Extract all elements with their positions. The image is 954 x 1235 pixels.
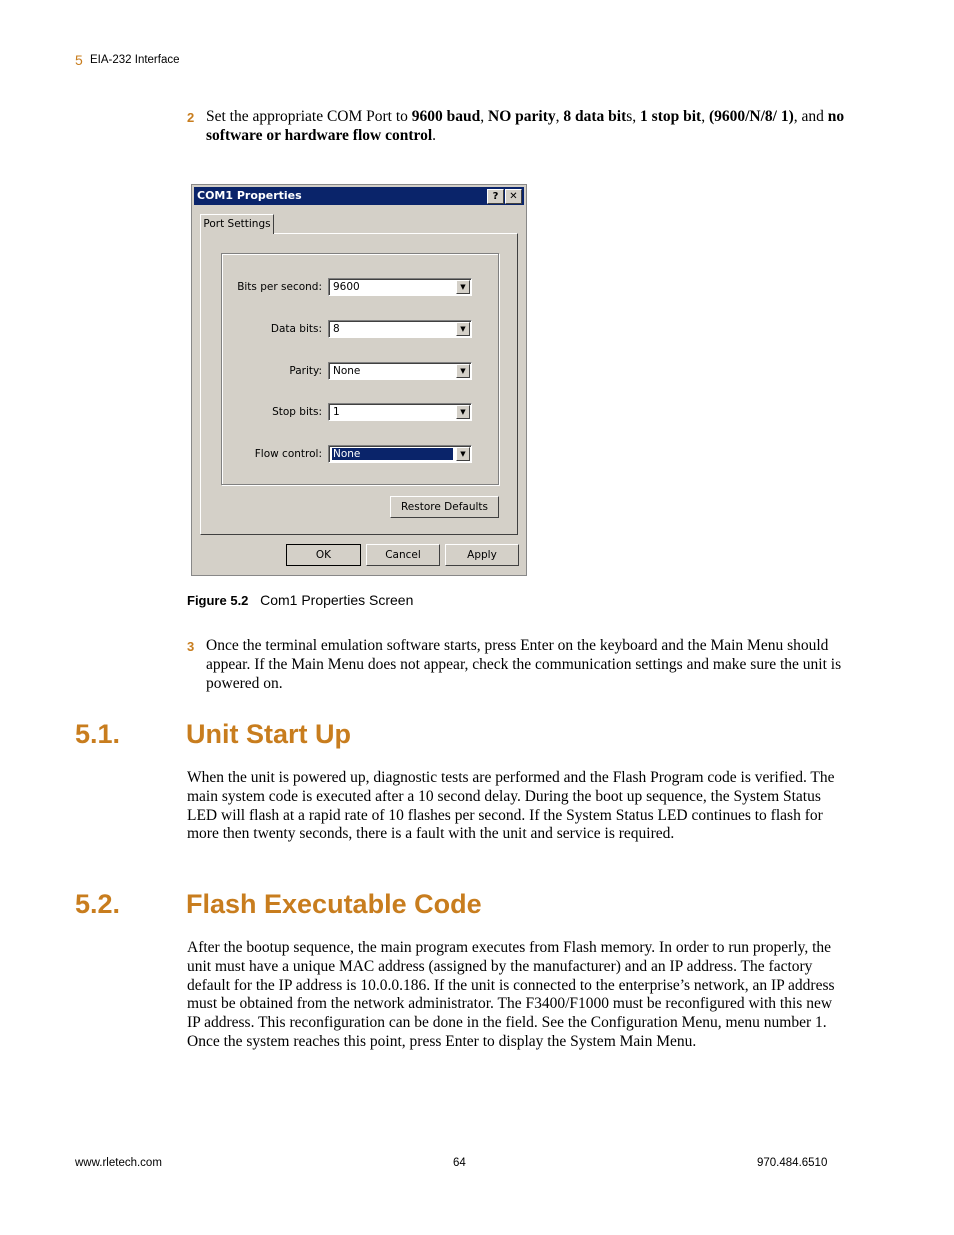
- step-2-run: 1 stop bit: [640, 108, 702, 125]
- section-title: Flash Executable Code: [186, 889, 482, 919]
- step-number: 3: [187, 639, 195, 654]
- dropdown-arrow-icon[interactable]: ▼: [456, 364, 470, 378]
- footer-url: www.rletech.com: [75, 1157, 162, 1169]
- figure-caption: [187, 592, 413, 608]
- tab-port-settings[interactable]: Port Settings: [200, 214, 274, 234]
- tab-panel: [200, 233, 518, 535]
- dropdown-arrow-icon[interactable]: ▼: [456, 447, 470, 461]
- ok-button[interactable]: OK: [286, 544, 361, 566]
- data-bits-value: 8: [333, 323, 340, 335]
- section-body: When the unit is powered up, diagnostic tests are performed and the Flash Program code is verified. The main system code is executed after a 10 second delay. During the boot up sequence, the System Status LED will flash at a rapid rate of 10 flashes per second. If the System Status LED continues to flash for more then twenty seconds, there is a fault with the unit and service is required.: [187, 769, 835, 843]
- stop-bits-label: Stop bits:: [272, 406, 322, 418]
- bits-per-second-value: 9600: [333, 281, 360, 293]
- data-bits-label: Data bits:: [270, 323, 322, 335]
- step-2-run: Set the appropriate COM Port to: [206, 108, 412, 125]
- stop-bits-value: 1: [333, 406, 340, 418]
- step-2-run: 8 data bit: [563, 108, 627, 125]
- step-number: 2: [187, 110, 195, 125]
- step-2-run: , and: [793, 108, 828, 125]
- chapter-title: EIA-232 Interface: [90, 54, 180, 66]
- step-2-run: ,: [701, 108, 709, 125]
- chapter-number: 5: [75, 52, 83, 68]
- step-2-run: (9600/N/8/ 1): [708, 108, 794, 125]
- step-2-run: 9600 baud: [411, 108, 481, 125]
- restore-defaults-button[interactable]: Restore Defaults: [390, 496, 499, 518]
- step-3-text: Once the terminal emulation software starts, press Enter on the keyboard and the Main Menu should appear. If the Main Menu does not appear, check the communication settings and make sure the unit is powered on.: [206, 637, 842, 692]
- figure-label: Figure 5.2: [187, 593, 249, 608]
- section-number: 5.1.: [75, 719, 121, 749]
- step-2-run: ,: [480, 108, 489, 125]
- step-2-run: no software or hardware flow control: [206, 108, 845, 144]
- section-title: Unit Start Up: [186, 719, 351, 749]
- cancel-button[interactable]: Cancel: [366, 544, 440, 566]
- figure-text: Com1 Properties Screen: [260, 592, 414, 608]
- step-2-run: s,: [626, 108, 641, 125]
- com1-properties-dialog: [191, 184, 527, 576]
- section-body: After the bootup sequence, the main program executes from Flash memory. In order to run properly, the unit must have a unique MAC address (assigned by the manufacturer) and an IP address. The factory default for the IP address is 10.0.0.186. If the unit is connected to the enterprise’s network, an IP address must be obtained from the network administrator. The F3400/F1000 must be reconfigured with this new IP address. This reconfiguration can be done in the field. See the Configuration Menu, menu number 1. Once the system reaches this point, press Enter to display the System Main Menu.: [187, 939, 835, 1050]
- flow-control-select[interactable]: [328, 445, 472, 463]
- step-2-text: [206, 107, 846, 145]
- step-2-run: ,: [555, 108, 564, 125]
- page-number: 64: [453, 1157, 466, 1169]
- section-number: 5.2.: [75, 889, 121, 919]
- close-button[interactable]: ✕: [505, 189, 522, 204]
- dropdown-arrow-icon[interactable]: ▼: [456, 405, 470, 419]
- footer-phone: 970.484.6510: [757, 1157, 828, 1169]
- data-bits-select[interactable]: [328, 320, 472, 338]
- step-2-run: NO parity: [488, 108, 556, 125]
- dropdown-arrow-icon[interactable]: ▼: [456, 280, 470, 294]
- bits-per-second-label: Bits per second:: [237, 281, 322, 293]
- apply-button[interactable]: Apply: [445, 544, 519, 566]
- help-button[interactable]: ?: [487, 189, 504, 204]
- flow-control-label: Flow control:: [254, 448, 322, 460]
- parity-label: Parity:: [289, 365, 322, 377]
- parity-select[interactable]: [328, 362, 472, 380]
- dialog-title: COM1 Properties: [197, 189, 302, 202]
- settings-group: [221, 253, 499, 485]
- stop-bits-select[interactable]: [328, 403, 472, 421]
- parity-value: None: [333, 365, 361, 377]
- flow-control-value: None: [332, 448, 453, 460]
- dropdown-arrow-icon[interactable]: ▼: [456, 322, 470, 336]
- dialog-titlebar: [194, 187, 524, 205]
- bits-per-second-select[interactable]: [328, 278, 472, 296]
- step-2-run: .: [432, 127, 437, 144]
